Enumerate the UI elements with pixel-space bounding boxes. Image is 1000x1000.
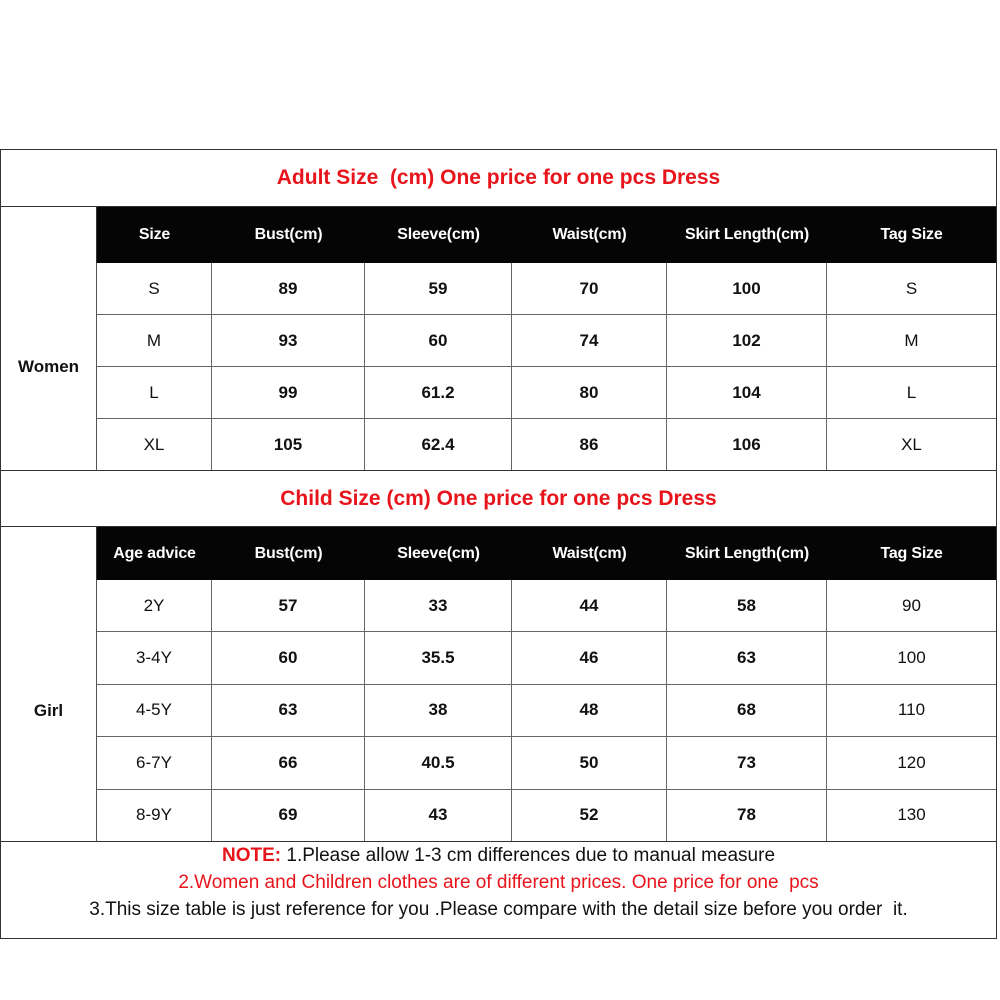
table-row [97, 580, 996, 632]
table-cell: 43 [365, 790, 512, 841]
header-tag-size: Tag Size [880, 544, 943, 562]
table-cell: M [97, 315, 212, 366]
table-cell: 62.4 [365, 419, 512, 470]
table-cell: 59 [365, 263, 512, 314]
table-cell: 52 [512, 790, 667, 841]
table-cell: 78 [667, 790, 827, 841]
table-cell: 86 [512, 419, 667, 470]
table-cell: 50 [512, 737, 667, 788]
child-header-row [97, 527, 996, 580]
table-cell: 63 [212, 685, 365, 736]
header-size: Size [138, 226, 171, 243]
table-cell: 102 [667, 315, 827, 366]
table-row [97, 263, 996, 315]
table-cell: 90 [902, 595, 921, 615]
table-cell: 110 [897, 700, 926, 720]
adult-header-row [97, 207, 996, 263]
table-cell: 58 [667, 580, 827, 631]
table-cell: 106 [667, 419, 827, 470]
header-skirt-length: Skirt Length(cm) [685, 544, 809, 562]
adult-table [97, 263, 996, 471]
table-cell: 3-4Y [97, 632, 212, 683]
table-cell: 57 [212, 580, 365, 631]
table-cell: 80 [512, 367, 667, 418]
note-key: NOTE: [221, 845, 282, 866]
header-spacer [1, 527, 97, 580]
table-cell: S [905, 278, 918, 298]
adult-size-title: Adult Size (cm) One price for one pcs Dress [1, 150, 996, 207]
table-cell: S [97, 263, 212, 314]
note-line-3: 3.This size table is just reference for you .Please compare with the detail size before you order it. [89, 899, 908, 920]
table-cell: 2Y [97, 580, 212, 631]
notes-section [1, 842, 996, 938]
child-size-title: Child Size (cm) One price for one pcs Dress [1, 471, 996, 527]
group-label-girl: Girl [1, 580, 97, 842]
table-row [97, 790, 996, 842]
table-cell: 70 [512, 263, 667, 314]
header-bust: Bust(cm) [254, 544, 323, 562]
header-bust: Bust(cm) [254, 226, 323, 243]
header-skirt-length: Skirt Length(cm) [685, 226, 809, 243]
note-line-2: 2.Women and Children clothes are of different prices. One price for one pcs [178, 872, 819, 893]
table-cell: 69 [212, 790, 365, 841]
table-row [97, 632, 996, 684]
header-waist: Waist(cm) [552, 544, 627, 562]
table-cell: 99 [212, 367, 365, 418]
table-row [97, 737, 996, 789]
table-cell: 48 [512, 685, 667, 736]
table-cell: 130 [897, 805, 926, 825]
table-cell: L [97, 367, 212, 418]
table-cell: 61.2 [365, 367, 512, 418]
table-cell: 8-9Y [97, 790, 212, 841]
table-cell: 35.5 [365, 632, 512, 683]
table-cell: 89 [212, 263, 365, 314]
table-cell: 44 [512, 580, 667, 631]
note-text-1: 1.Please allow 1-3 cm differences due to manual measure [281, 845, 776, 866]
table-row [97, 367, 996, 419]
table-cell: 60 [212, 632, 365, 683]
table-cell: 4-5Y [97, 685, 212, 736]
header-spacer [1, 207, 97, 263]
header-waist: Waist(cm) [552, 226, 627, 243]
child-table [97, 580, 996, 842]
table-cell: 66 [212, 737, 365, 788]
table-cell: L [906, 382, 917, 402]
table-row [97, 685, 996, 737]
header-sleeve: Sleeve(cm) [397, 544, 480, 562]
table-cell: 68 [667, 685, 827, 736]
header-age-advice: Age advice [113, 544, 196, 562]
table-cell: 63 [667, 632, 827, 683]
table-cell: 40.5 [365, 737, 512, 788]
table-cell: 100 [667, 263, 827, 314]
table-row [97, 419, 996, 471]
table-cell: XL [901, 434, 922, 454]
table-cell: 73 [667, 737, 827, 788]
table-cell: 105 [212, 419, 365, 470]
table-row [97, 315, 996, 367]
table-cell: 33 [365, 580, 512, 631]
table-cell: M [904, 330, 919, 350]
table-cell: XL [97, 419, 212, 470]
note-line-1 [1, 842, 996, 869]
table-cell: 38 [365, 685, 512, 736]
table-cell: 93 [212, 315, 365, 366]
table-cell: 104 [667, 367, 827, 418]
header-sleeve: Sleeve(cm) [397, 226, 480, 243]
table-cell: 120 [897, 752, 926, 772]
table-cell: 74 [512, 315, 667, 366]
table-cell: 46 [512, 632, 667, 683]
table-cell: 100 [897, 648, 926, 668]
size-chart [0, 149, 997, 939]
table-cell: 60 [365, 315, 512, 366]
header-tag-size: Tag Size [880, 226, 943, 243]
table-cell: 6-7Y [97, 737, 212, 788]
group-label-women: Women [1, 263, 97, 471]
